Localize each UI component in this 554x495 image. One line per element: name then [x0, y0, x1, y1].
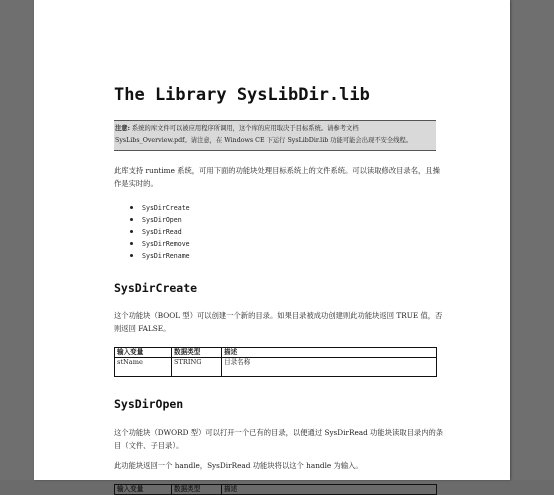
note-box: [114, 120, 436, 151]
section-heading-sysdircreate: SysDirCreate: [114, 281, 198, 295]
cell-data-type: STRING: [172, 358, 222, 377]
function-name: SysDirRead: [142, 228, 182, 236]
function-name: SysDirCreate: [142, 204, 190, 212]
list-item: [130, 250, 436, 262]
bullet-icon: [130, 254, 133, 257]
bullet-icon: [130, 218, 133, 221]
table-header-row: [115, 485, 437, 495]
list-item: [130, 202, 436, 214]
document-page: [34, 0, 510, 493]
column-header-description: 描述: [222, 348, 437, 358]
sysdiropen-table: [114, 484, 437, 495]
bullet-icon: [130, 242, 133, 245]
cell-description: 目录名称: [222, 358, 437, 377]
page-content: [114, 84, 444, 495]
sysdircreate-table: [114, 347, 437, 377]
cell-input-variable: stName: [115, 358, 172, 377]
column-header-input: 输入变量: [115, 485, 172, 495]
note-text-1: 系统的库文件可以被应用程序所调用，这个库的应用取决于目标系统。请参考文档: [129, 125, 359, 132]
list-item: [130, 226, 436, 238]
note-text-2: SysLibs_Overview.pdf。请注意，在 Windows CE 下运行 SysLibDir.lib 功能可能会出现不安全线程。: [115, 137, 413, 144]
function-name: SysDirRename: [142, 252, 190, 260]
column-header-type: 数据类型: [172, 485, 222, 495]
list-item: [130, 238, 436, 250]
sysdircreate-description: 这个功能块（BOOL 型）可以创建一个新的目录。如果目录被成功创建则此功能块返回 TRUE 值，否则返回 FALSE。: [114, 311, 443, 333]
table-row: [115, 358, 437, 377]
bullet-icon: [130, 230, 133, 233]
intro-paragraph: 此库支持 runtime 系统，可用下面的功能块处理目标系统上的文件系统。可以读取修改目录名，且操作是实时的。: [114, 166, 440, 188]
note-line-1: [115, 123, 434, 135]
bullet-icon: [130, 206, 133, 209]
list-item: [130, 214, 436, 226]
column-header-input: 输入变量: [115, 348, 172, 358]
column-header-type: 数据类型: [172, 348, 222, 358]
function-name: SysDirOpen: [142, 216, 182, 224]
table-header-row: [115, 348, 437, 358]
note-label: 注意:: [115, 125, 130, 132]
function-list: [114, 202, 436, 262]
document-title: The Library SysLibDir.lib: [114, 85, 370, 105]
sysdiropen-description: 这个功能块（DWORD 型）可以打开一个已有的目录，以便通过 SysDirRead 功能块读取目录内的条目（文件、子目录）。: [114, 428, 444, 450]
column-header-description: 描述: [222, 485, 437, 495]
section-heading-sysdiropen: SysDirOpen: [114, 397, 184, 411]
sysdiropen-description-2: 此功能块返回一个 handle，SysDirRead 功能块将以这个 handle 为输入。: [114, 461, 363, 470]
function-name: SysDirRemove: [142, 240, 190, 248]
